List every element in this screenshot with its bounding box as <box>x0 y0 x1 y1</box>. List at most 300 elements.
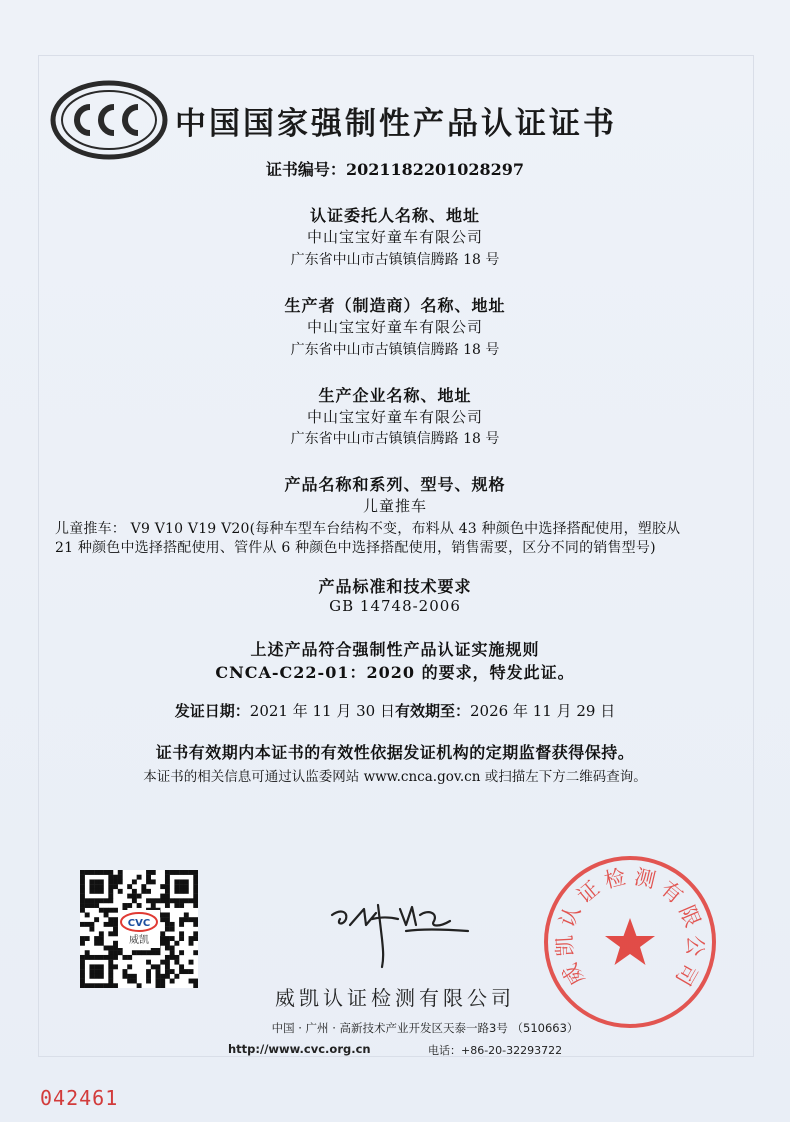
qr-module <box>179 870 184 875</box>
qr-module <box>89 870 94 875</box>
qr-module <box>89 879 94 884</box>
qr-module <box>165 889 170 894</box>
validity-note: 证书有效期内本证书的有效性依据发证机构的定期监督获得保持。 <box>155 743 635 762</box>
qr-module <box>108 950 113 955</box>
qr-module <box>170 927 175 932</box>
qr-module <box>160 917 165 922</box>
qr-module <box>146 950 151 955</box>
qr-module <box>160 974 165 979</box>
qr-module <box>113 941 118 946</box>
certificate-number <box>0 157 790 180</box>
qr-module <box>170 979 175 984</box>
qr-module <box>146 870 151 875</box>
qr-module <box>170 922 175 927</box>
qr-module <box>113 946 118 951</box>
qr-module <box>113 917 118 922</box>
qr-module <box>113 983 118 988</box>
qr-module <box>193 983 198 988</box>
applicant-address: 广东省中山市古镇镇信腾路 18 号 <box>290 252 500 268</box>
qr-module <box>151 964 156 969</box>
qr-module <box>156 969 161 974</box>
qr-module <box>99 889 104 894</box>
seal-character: 限 <box>674 901 705 931</box>
signature <box>320 895 480 975</box>
qr-module <box>174 960 179 965</box>
qr-module <box>94 941 99 946</box>
qr-module <box>108 955 113 960</box>
qr-module <box>99 870 104 875</box>
qr-module <box>108 974 113 979</box>
qr-module <box>118 875 123 880</box>
qr-module <box>193 884 198 889</box>
qr-module <box>137 903 142 908</box>
ccc-logo-text: CCC <box>109 124 112 125</box>
qr-module <box>118 889 123 894</box>
qr-module <box>85 898 90 903</box>
qr-module <box>113 931 118 936</box>
qr-module <box>170 950 175 955</box>
qr-module <box>94 903 99 908</box>
qr-module <box>165 936 170 941</box>
qr-module <box>108 979 113 984</box>
qr-module <box>80 941 85 946</box>
qr-module <box>99 983 104 988</box>
qr-module <box>184 917 189 922</box>
qr-module <box>193 931 198 936</box>
qr-module <box>85 912 90 917</box>
qr-module <box>165 960 170 965</box>
qr-module <box>132 974 137 979</box>
qr-module <box>104 955 109 960</box>
qr-module <box>104 983 109 988</box>
qr-module <box>193 889 198 894</box>
qr-module <box>170 936 175 941</box>
qr-module <box>156 979 161 984</box>
qr-module <box>160 941 165 946</box>
qr-module <box>151 898 156 903</box>
qr-module <box>132 898 137 903</box>
qr-module <box>80 870 85 875</box>
qr-module <box>80 903 85 908</box>
qr-module <box>179 917 184 922</box>
manufacturer-heading: 生产者（制造商）名称、地址 <box>284 296 506 315</box>
qr-module <box>170 898 175 903</box>
qr-module <box>94 898 99 903</box>
qr-module <box>94 964 99 969</box>
qr-module <box>108 879 113 884</box>
seal-character: 检 <box>601 864 628 893</box>
qr-module <box>174 879 179 884</box>
qr-module <box>108 875 113 880</box>
qr-module <box>89 889 94 894</box>
qr-module <box>94 884 99 889</box>
qr-module <box>165 964 170 969</box>
qr-module <box>80 974 85 979</box>
qr-module <box>108 884 113 889</box>
qr-module <box>127 955 132 960</box>
qr-module <box>104 908 109 913</box>
qr-module <box>99 884 104 889</box>
company-seal <box>540 852 720 1032</box>
qr-module <box>165 894 170 899</box>
qr-module <box>160 894 165 899</box>
qr-module <box>170 946 175 951</box>
qr-module <box>80 955 85 960</box>
seal-character: 证 <box>572 876 605 909</box>
qr-module <box>151 903 156 908</box>
qr-module <box>193 875 198 880</box>
applicant-name: 中山宝宝好童车有限公司 <box>306 228 483 246</box>
qr-code[interactable] <box>80 870 198 988</box>
qr-module <box>99 931 104 936</box>
qr-module <box>132 889 137 894</box>
product-spec <box>55 520 745 558</box>
qr-module <box>80 960 85 965</box>
factory-address: 广东省中山市古镇镇信腾路 18 号 <box>290 431 500 447</box>
qr-module <box>94 879 99 884</box>
qr-module <box>104 912 109 917</box>
qr-module <box>179 903 184 908</box>
issue-date-label: 发证日期： <box>174 702 250 720</box>
qr-module <box>94 936 99 941</box>
qr-module <box>179 898 184 903</box>
seal-character: 有 <box>655 876 688 909</box>
dates-row <box>0 700 790 721</box>
qr-module <box>127 894 132 899</box>
qr-module <box>189 898 194 903</box>
seal-character: 测 <box>632 864 659 893</box>
qr-module <box>156 898 161 903</box>
qr-module <box>165 946 170 951</box>
qr-module <box>146 960 151 965</box>
qr-module <box>108 908 113 913</box>
qr-module <box>151 879 156 884</box>
qr-module <box>80 875 85 880</box>
qr-module <box>189 917 194 922</box>
qr-module <box>179 922 184 927</box>
qr-module <box>160 983 165 988</box>
qr-module <box>179 931 184 936</box>
lookup-note: 本证书的相关信息可通过认监委网站 www.cnca.gov.cn 或扫描左下方二维码查询。 <box>143 769 647 785</box>
qr-module <box>156 964 161 969</box>
qr-module <box>94 955 99 960</box>
qr-module <box>179 884 184 889</box>
qr-module <box>151 950 156 955</box>
qr-module <box>170 955 175 960</box>
qr-module <box>99 969 104 974</box>
manufacturer-address: 广东省中山市古镇镇信腾路 18 号 <box>290 342 500 358</box>
qr-module <box>99 879 104 884</box>
qr-module <box>146 875 151 880</box>
qr-module <box>80 922 85 927</box>
qr-module <box>122 955 127 960</box>
seal-character: 威 <box>558 959 590 990</box>
qr-logo-text: CVC <box>127 918 151 929</box>
qr-module <box>80 879 85 884</box>
conformity-line-2: CNCA-C22-01：2020 的要求，特发此证。 <box>215 663 575 682</box>
qr-module <box>193 979 198 984</box>
qr-module <box>184 969 189 974</box>
product-heading: 产品名称和系列、型号、规格 <box>284 475 506 494</box>
qr-module <box>94 969 99 974</box>
qr-module <box>174 889 179 894</box>
qr-module <box>118 879 123 884</box>
qr-module <box>179 889 184 894</box>
qr-module <box>184 879 189 884</box>
qr-module <box>184 870 189 875</box>
standard-value: GB 14748-2006 <box>329 597 461 615</box>
qr-module <box>89 898 94 903</box>
qr-module <box>113 908 118 913</box>
seal-character: 凯 <box>552 934 578 957</box>
qr-module <box>174 974 179 979</box>
qr-module <box>113 875 118 880</box>
seal-star-icon <box>605 918 655 965</box>
qr-module <box>165 884 170 889</box>
qr-module <box>137 875 142 880</box>
qr-module <box>165 974 170 979</box>
qr-module <box>141 884 146 889</box>
qr-module <box>99 908 104 913</box>
qr-module <box>108 946 113 951</box>
product-spec-line-2: 21 种颜色中选择搭配使用、管件从 6 种颜色中选择搭配使用，销售需要，区分不同的销售型号) <box>55 540 656 556</box>
qr-module <box>174 884 179 889</box>
applicant-heading: 认证委托人名称、地址 <box>309 206 480 225</box>
qr-module <box>108 922 113 927</box>
qr-module <box>165 870 170 875</box>
qr-module <box>108 969 113 974</box>
qr-module <box>179 969 184 974</box>
qr-module <box>146 898 151 903</box>
qr-module <box>85 936 90 941</box>
qr-module <box>127 903 132 908</box>
qr-module <box>137 894 142 899</box>
qr-module <box>94 870 99 875</box>
qr-module <box>80 894 85 899</box>
qr-module <box>122 903 127 908</box>
qr-module <box>104 870 109 875</box>
qr-module <box>179 964 184 969</box>
qr-module <box>165 912 170 917</box>
qr-module <box>179 936 184 941</box>
qr-module <box>80 969 85 974</box>
qr-module <box>113 879 118 884</box>
qr-module <box>165 903 170 908</box>
qr-module <box>99 936 104 941</box>
qr-module <box>151 870 156 875</box>
qr-module <box>99 964 104 969</box>
qr-module <box>165 879 170 884</box>
qr-module <box>80 884 85 889</box>
qr-module <box>193 894 198 899</box>
qr-module <box>160 912 165 917</box>
qr-module <box>137 950 142 955</box>
qr-module <box>193 898 198 903</box>
qr-module <box>193 917 198 922</box>
qr-module <box>108 983 113 988</box>
qr-module <box>85 983 90 988</box>
qr-module <box>193 903 198 908</box>
qr-module <box>113 964 118 969</box>
qr-module <box>160 979 165 984</box>
qr-module <box>189 960 194 965</box>
qr-module <box>94 983 99 988</box>
product-spec-line-1: 儿童推车： V9 V10 V19 V20(每种车型车台结构不变，布料从 43 种颜色中选择搭配使用，塑胶从 <box>55 521 681 537</box>
seal-character: 司 <box>670 959 702 990</box>
qr-module <box>80 964 85 969</box>
qr-module <box>80 983 85 988</box>
seal-character: 认 <box>555 901 586 931</box>
qr-module <box>89 884 94 889</box>
qr-module <box>122 974 127 979</box>
qr-module <box>85 922 90 927</box>
qr-module <box>104 946 109 951</box>
qr-module <box>89 903 94 908</box>
organization-website[interactable]: http://www.cvc.org.cn <box>228 1042 371 1056</box>
qr-module <box>179 879 184 884</box>
qr-module <box>160 936 165 941</box>
qr-module <box>184 889 189 894</box>
qr-module <box>141 950 146 955</box>
qr-module <box>113 922 118 927</box>
qr-module <box>170 870 175 875</box>
standard-heading: 产品标准和技术要求 <box>318 577 472 596</box>
certificate-title: 中国国家强制性产品认证证书 <box>175 106 617 142</box>
expiry-date-value: 2026 年 11 月 29 日 <box>470 702 616 720</box>
qr-module <box>127 979 132 984</box>
qr-module <box>165 927 170 932</box>
qr-module <box>193 879 198 884</box>
qr-module <box>165 917 170 922</box>
qr-module <box>174 955 179 960</box>
qr-module <box>141 889 146 894</box>
qr-module <box>189 969 194 974</box>
organization-name: 威凯认证检测有限公司 <box>275 986 515 1010</box>
expiry-date-label: 有效期至： <box>395 702 471 720</box>
qr-module <box>80 898 85 903</box>
issue-date-value: 2021 年 11 月 30 日 <box>249 702 395 720</box>
qr-module <box>179 950 184 955</box>
qr-module <box>99 941 104 946</box>
qr-module <box>85 950 90 955</box>
qr-module <box>99 974 104 979</box>
qr-module <box>89 955 94 960</box>
qr-module <box>104 922 109 927</box>
qr-module <box>137 983 142 988</box>
qr-module <box>132 879 137 884</box>
qr-module <box>118 870 123 875</box>
qr-logo-caption: 威凯 <box>129 935 149 946</box>
qr-module <box>174 903 179 908</box>
qr-module <box>193 922 198 927</box>
qr-module <box>184 912 189 917</box>
qr-module <box>113 884 118 889</box>
qr-module <box>94 889 99 894</box>
qr-module <box>156 950 161 955</box>
factory-heading: 生产企业名称、地址 <box>318 386 472 405</box>
factory-name: 中山宝宝好童车有限公司 <box>306 408 483 426</box>
qr-module <box>108 889 113 894</box>
qr-module <box>99 955 104 960</box>
manufacturer-name: 中山宝宝好童车有限公司 <box>306 318 483 336</box>
certificate-number-value: 2021182201028297 <box>345 160 525 179</box>
qr-module <box>108 917 113 922</box>
qr-module <box>127 974 132 979</box>
qr-module <box>118 950 123 955</box>
qr-module <box>156 974 161 979</box>
qr-module <box>113 927 118 932</box>
conformity-line-1: 上述产品符合强制性产品认证实施规则 <box>250 640 540 659</box>
qr-module <box>160 884 165 889</box>
seal-character: 公 <box>682 934 708 957</box>
qr-module <box>165 922 170 927</box>
qr-module <box>193 950 198 955</box>
qr-module <box>80 908 85 913</box>
qr-module <box>165 941 170 946</box>
qr-module <box>132 950 137 955</box>
qr-module <box>189 941 194 946</box>
qr-module <box>189 979 194 984</box>
qr-module <box>146 969 151 974</box>
qr-module <box>184 884 189 889</box>
qr-module <box>108 894 113 899</box>
qr-module <box>89 974 94 979</box>
qr-module <box>146 974 151 979</box>
qr-module <box>108 870 113 875</box>
qr-module <box>85 955 90 960</box>
qr-module <box>132 979 137 984</box>
qr-module <box>146 879 151 884</box>
qr-module <box>184 898 189 903</box>
qr-module <box>80 979 85 984</box>
qr-module <box>146 979 151 984</box>
qr-module <box>174 898 179 903</box>
qr-module <box>156 983 161 988</box>
product-name: 儿童推车 <box>362 497 427 515</box>
organization-address: 中国 · 广州 · 高新技术产业开发区天泰一路3号 （510663） <box>271 1021 579 1035</box>
qr-module <box>160 931 165 936</box>
qr-module <box>132 894 137 899</box>
ccc-logo <box>50 80 168 160</box>
qr-module <box>165 875 170 880</box>
qr-module <box>94 917 99 922</box>
qr-module <box>160 898 165 903</box>
qr-module <box>108 960 113 965</box>
qr-module <box>94 974 99 979</box>
qr-module <box>189 870 194 875</box>
qr-module <box>165 955 170 960</box>
qr-module <box>85 903 90 908</box>
qr-module <box>193 936 198 941</box>
qr-module <box>85 870 90 875</box>
qr-module <box>89 969 94 974</box>
qr-module <box>165 969 170 974</box>
qr-module <box>108 964 113 969</box>
organization-phone: 电话：+86-20-32293722 <box>428 1044 563 1057</box>
qr-module <box>189 936 194 941</box>
qr-module <box>104 898 109 903</box>
qr-module <box>108 931 113 936</box>
qr-module <box>89 922 94 927</box>
qr-module <box>174 870 179 875</box>
qr-module <box>80 936 85 941</box>
certificate-number-label: 证书编号： <box>265 160 346 179</box>
qr-module <box>113 955 118 960</box>
qr-module <box>127 884 132 889</box>
qr-module <box>165 898 170 903</box>
qr-module <box>89 964 94 969</box>
qr-module <box>89 983 94 988</box>
